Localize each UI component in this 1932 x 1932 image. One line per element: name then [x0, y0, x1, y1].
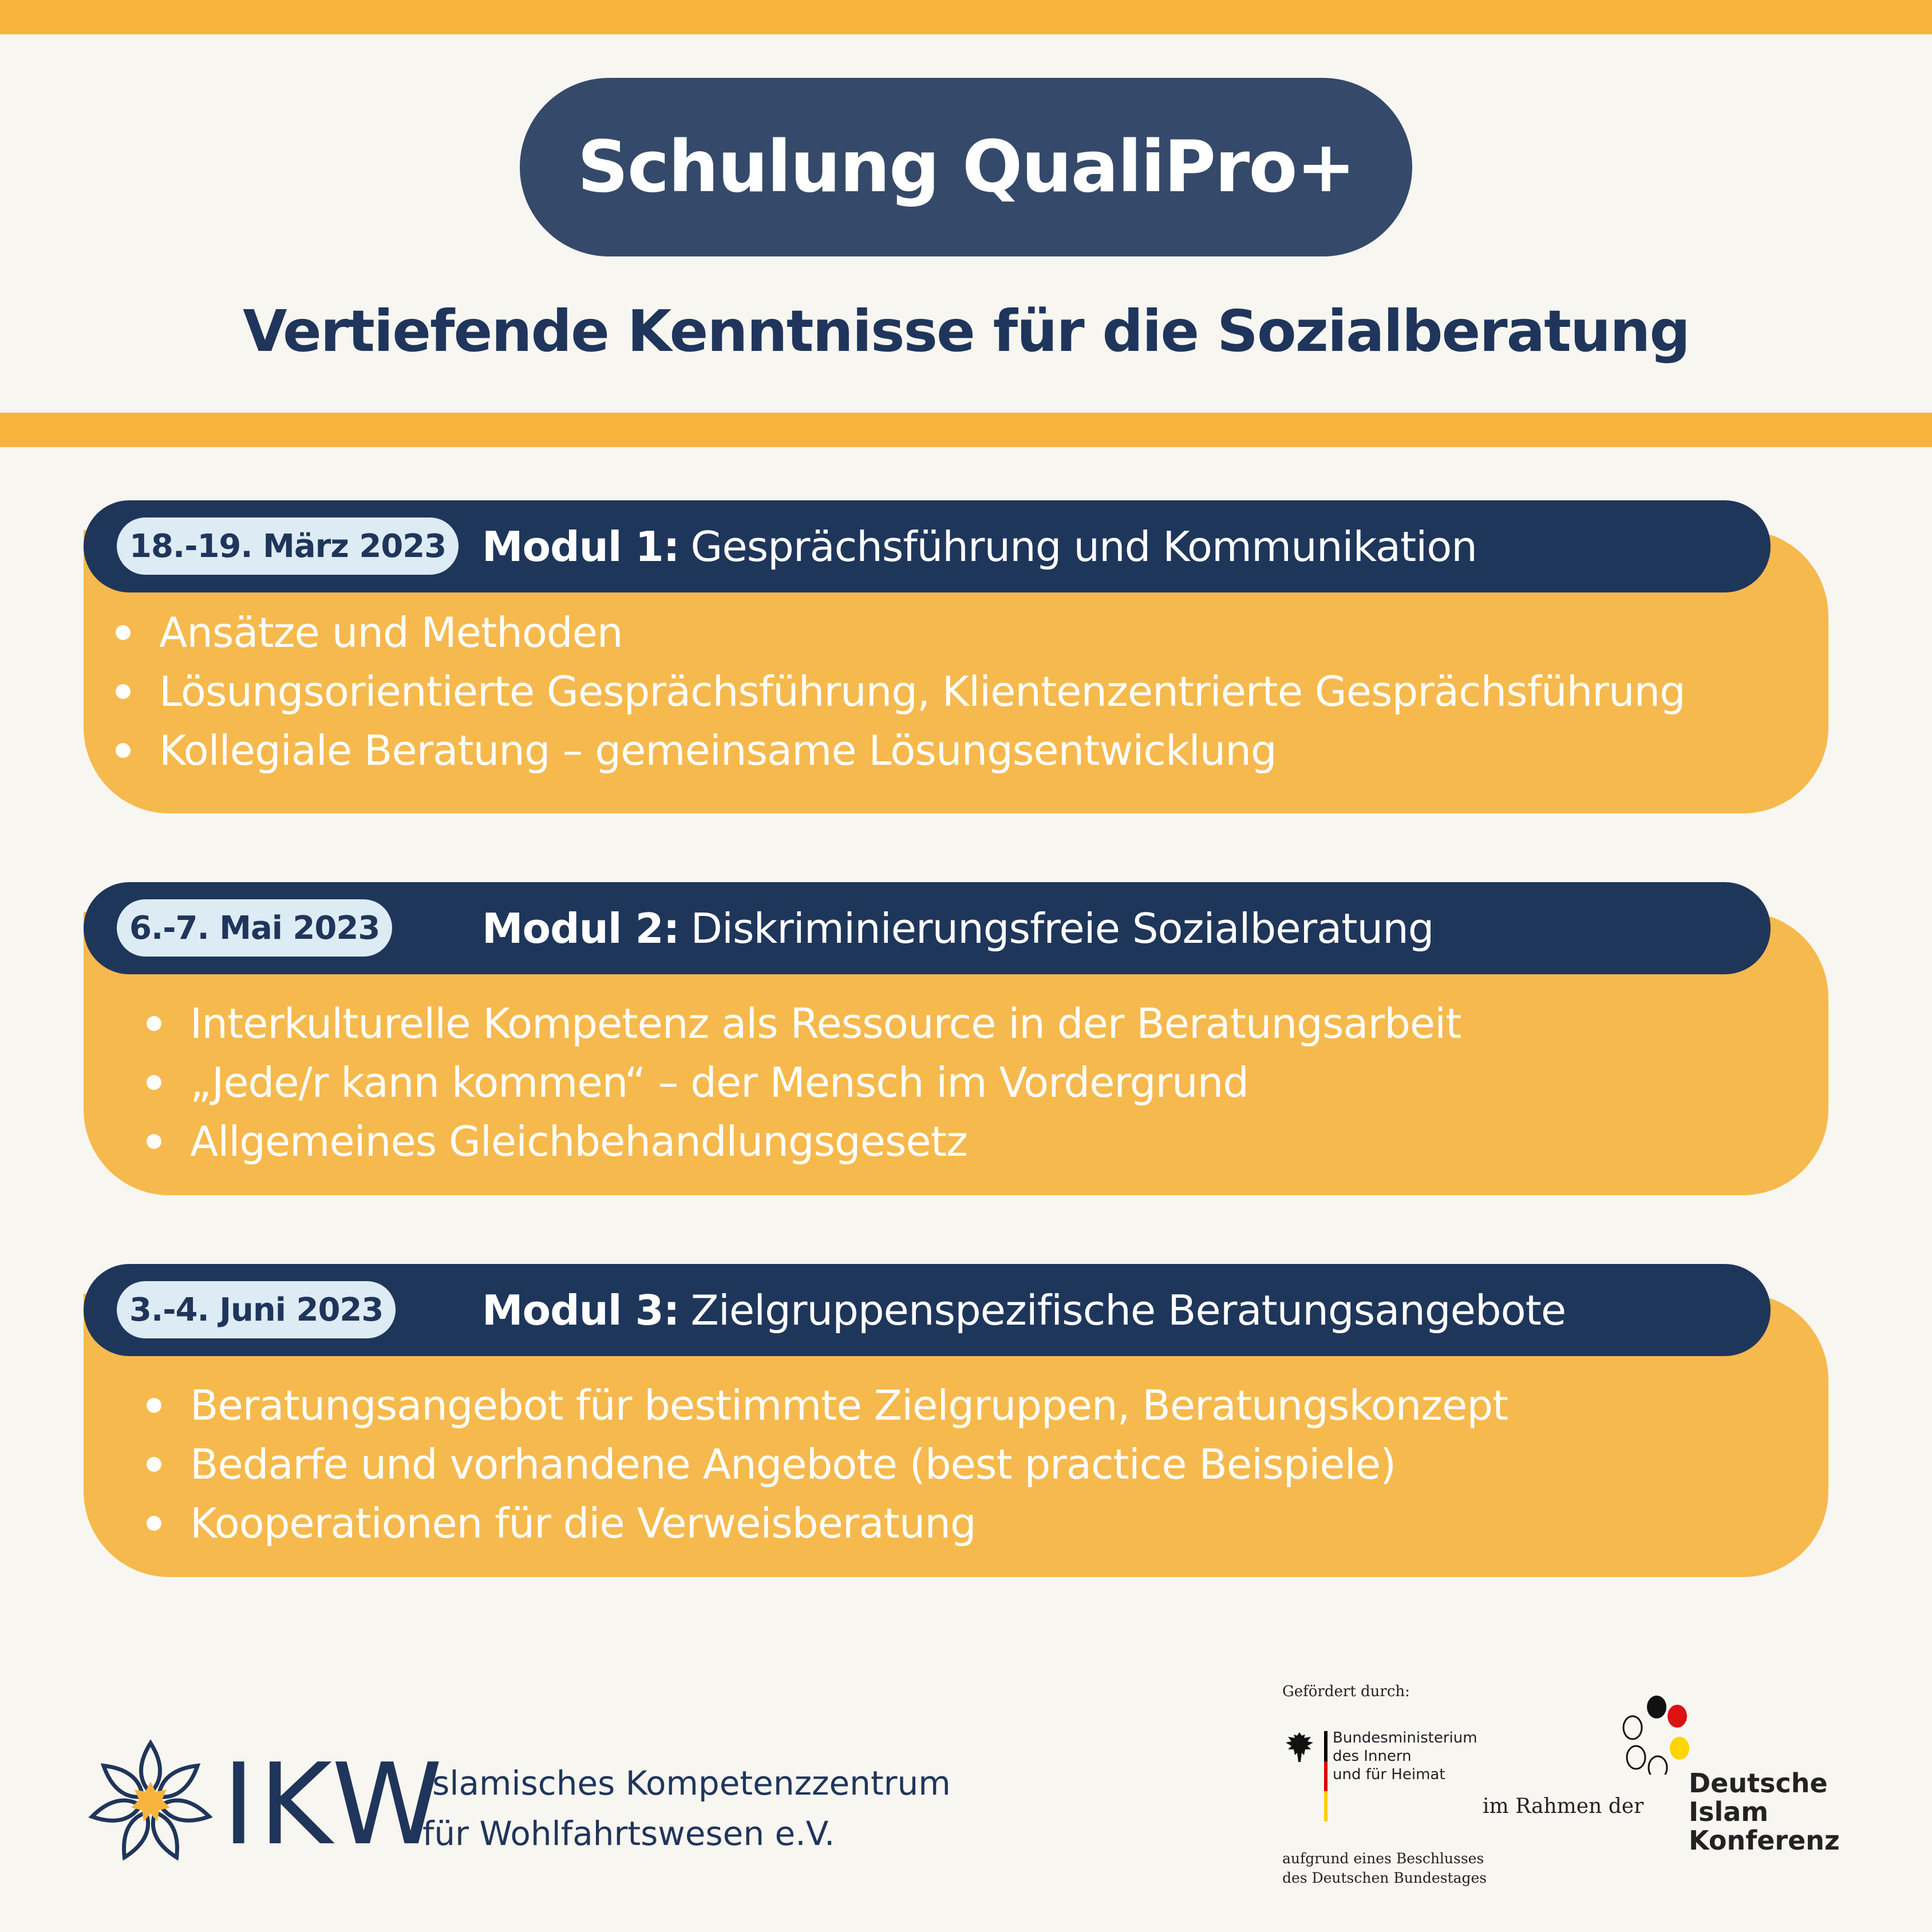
- list-item: Kooperationen für die Verweisberatung: [147, 1494, 1508, 1553]
- bullet-list: [147, 994, 1461, 1171]
- module-title-text: Zielgruppenspezifische Beratungsangebote: [690, 1286, 1566, 1334]
- module-title: [482, 1264, 1566, 1356]
- bullet-list: [116, 603, 1685, 780]
- list-item: Bedarfe und vorhandene Angebote (best practice Beispiele): [147, 1435, 1508, 1494]
- module-header: [84, 500, 1771, 592]
- page-subtitle: Vertiefende Kenntnisse für die Sozialberatung: [243, 298, 1689, 365]
- module-card-3: [84, 1264, 1828, 1577]
- module-title-text: Gesprächsführung und Kommunikation: [690, 522, 1477, 571]
- date-badge: 18.-19. März 2023: [117, 517, 459, 575]
- date-badge: 3.-4. Juni 2023: [117, 1281, 396, 1338]
- dik-name: Deutsche Islam Konferenz: [1689, 1768, 1840, 1856]
- module-header: [84, 882, 1771, 974]
- date-badge: 6.-7. Mai 2023: [117, 899, 392, 957]
- module-card-2: [84, 882, 1828, 1195]
- list-item: Interkulturelle Kompetenz als Ressource in der Beratungsarbeit: [147, 994, 1461, 1053]
- module-title: [482, 882, 1433, 974]
- flower-star-logo-icon: [85, 1737, 216, 1869]
- top-accent-band: [0, 0, 1932, 34]
- module-label: Modul 3:: [482, 1286, 679, 1334]
- federal-eagle-icon: [1282, 1730, 1317, 1764]
- module-label: Modul 1:: [482, 522, 679, 571]
- list-item: Allgemeines Gleichbehandlungsgesetz: [147, 1112, 1461, 1171]
- ikw-full-name: Islamisches Kompetenzzentrum für Wohlfahrtswesen e.V.: [422, 1764, 951, 1853]
- module-label: Modul 2:: [482, 904, 679, 953]
- module-title-text: Diskriminierungsfreie Sozialberatung: [690, 904, 1434, 953]
- module-title: [482, 500, 1477, 592]
- list-item: „Jede/r kann kommen“ – der Mensch im Vordergrund: [147, 1053, 1461, 1112]
- ikw-logo: [85, 1737, 951, 1870]
- list-item: Ansätze und Methoden: [116, 603, 1685, 662]
- list-item: Beratungsangebot für bestimmte Zielgruppen, Beratungskonzept: [147, 1376, 1508, 1435]
- title-pill: [520, 78, 1412, 256]
- funding-label: Gefördert durch:: [1282, 1683, 1410, 1700]
- middle-accent-band: [0, 413, 1932, 447]
- module-header: [84, 1264, 1771, 1356]
- list-item: Kollegiale Beratung – gemeinsame Lösungsentwicklung: [116, 721, 1685, 780]
- ministry-name: Bundesministerium des Innern und für Heimat: [1333, 1729, 1477, 1783]
- bullet-list: [147, 1376, 1508, 1553]
- module-card-1: [84, 500, 1828, 813]
- german-flag-bar: [1324, 1731, 1327, 1822]
- bundestag-note: aufgrund eines Beschlusses des Deutschen Bundestages: [1282, 1850, 1487, 1886]
- page-title: Schulung QualiPro+: [577, 126, 1355, 208]
- ikw-acronym: IKW: [222, 1740, 447, 1870]
- dik-dots-logo-icon: [1621, 1694, 1701, 1775]
- list-item: Lösungsorientierte Gesprächsführung, Klientenzentrierte Gesprächsführung: [116, 662, 1685, 721]
- im-rahmen-text: im Rahmen der: [1483, 1795, 1644, 1818]
- funding-block: [1282, 1683, 1912, 1901]
